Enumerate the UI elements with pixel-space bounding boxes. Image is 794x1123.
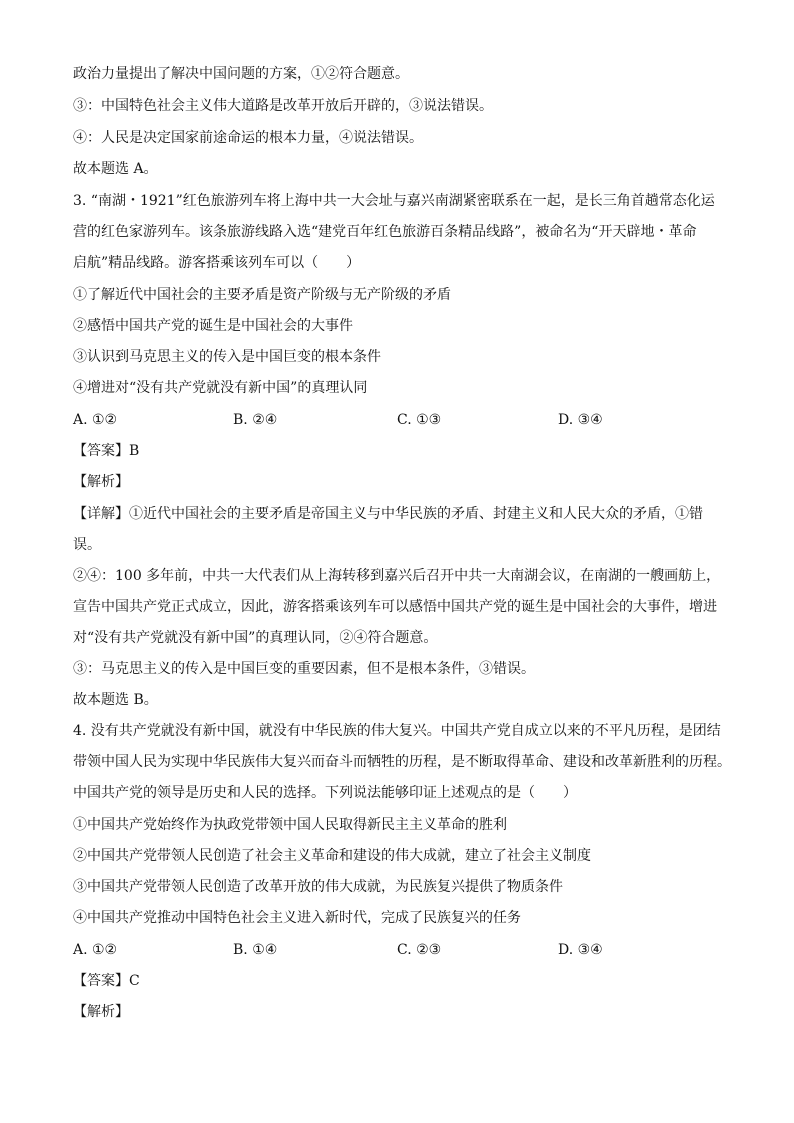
option-b: B. ①④ <box>233 942 278 958</box>
explanation-line: ③：马克思主义的传入是中国巨变的重要因素，但不是根本条件，③错误。 <box>73 661 535 677</box>
text-line: 营的红色家游列车。该条旅游线路入选“建党百年红色旅游百条精品线路”，被命名为“开天辟地・革命 <box>73 224 697 240</box>
explanation-line: 宣告中国共产党正式成立，因此，游客搭乘该列车可以感悟中国共产党的诞生是中国社会的大事件，增进 <box>73 599 717 615</box>
text-line: 政治力量提出了解决中国问题的方案，①②符合题意。 <box>73 66 409 82</box>
question-4-stem: 4. 没有共产党就没有新中国，就没有中华民族的伟大复兴。中国共产党自成立以来的不平凡历程，是团结 <box>73 723 721 739</box>
text-line: ④：人民是决定国家前途命运的根本力量，④说法错误。 <box>73 130 423 146</box>
statement-item: ①了解近代中国社会的主要矛盾是资产阶级与无产阶级的矛盾 <box>73 287 451 303</box>
analysis-label: 【解析】 <box>73 474 129 490</box>
explanation-line: 误。 <box>73 537 101 553</box>
option-c: C. ①③ <box>397 412 442 428</box>
analysis-label: 【解析】 <box>73 1004 129 1020</box>
option-b: B. ②④ <box>233 412 278 428</box>
statement-item: ④增进对“没有共产党就没有新中国”的真理认同 <box>73 380 368 396</box>
question-3-stem: 3. “南湖・1921”红色旅游列车将上海中共一大会址与嘉兴南湖紧密联系在一起，是长三角首趟常态化运 <box>73 193 715 209</box>
text-line: ③：中国特色社会主义伟大道路是改革开放后开辟的，③说法错误。 <box>73 98 493 114</box>
text-line: 带领中国人民为实现中华民族伟大复兴而奋斗而牺牲的历程，是不断取得革命、建设和改革新胜利的历程。 <box>73 754 731 770</box>
statement-item: ②感悟中国共产党的诞生是中国社会的大事件 <box>73 318 353 334</box>
option-c: C. ②③ <box>397 942 442 958</box>
answer-label: 【答案】C <box>73 973 140 989</box>
statement-item: ②中国共产党带领人民创造了社会主义革命和建设的伟大成就，建立了社会主义制度 <box>73 848 591 864</box>
explanation-line: 对“没有共产党就没有新中国”的真理认同，②④符合题意。 <box>73 630 438 646</box>
explanation-line: ②④：100 多年前，中共一大代表们从上海转移到嘉兴后召开中共一大南湖会议，在南湖的一艘画舫上， <box>73 568 721 584</box>
text-line: 故本题选 A。 <box>73 161 158 177</box>
text-line: 中国共产党的领导是历史和人民的选择。下列说法能够印证上述观点的是（ ） <box>73 785 577 801</box>
statement-item: ①中国共产党始终作为执政党带领中国人民取得新民主主义革命的胜利 <box>73 817 507 833</box>
option-d: D. ③④ <box>558 412 603 428</box>
answer-label: 【答案】B <box>73 443 140 459</box>
statement-item: ④中国共产党推动中国特色社会主义进入新时代，完成了民族复兴的任务 <box>73 910 521 926</box>
option-d: D. ③④ <box>558 942 603 958</box>
option-a: A. ①② <box>73 942 118 958</box>
text-line: 故本题选 B。 <box>73 692 158 708</box>
explanation-line: 【详解】①近代中国社会的主要矛盾是帝国主义与中华民族的矛盾、封建主义和人民大众的矛盾，①错 <box>73 506 703 522</box>
statement-item: ③中国共产党带领人民创造了改革开放的伟大成就，为民族复兴提供了物质条件 <box>73 879 563 895</box>
statement-item: ③认识到马克思主义的传入是中国巨变的根本条件 <box>73 349 381 365</box>
text-line: 启航”精品线路。游客搭乘该列车可以（ ） <box>73 255 361 271</box>
option-a: A. ①② <box>73 412 118 428</box>
